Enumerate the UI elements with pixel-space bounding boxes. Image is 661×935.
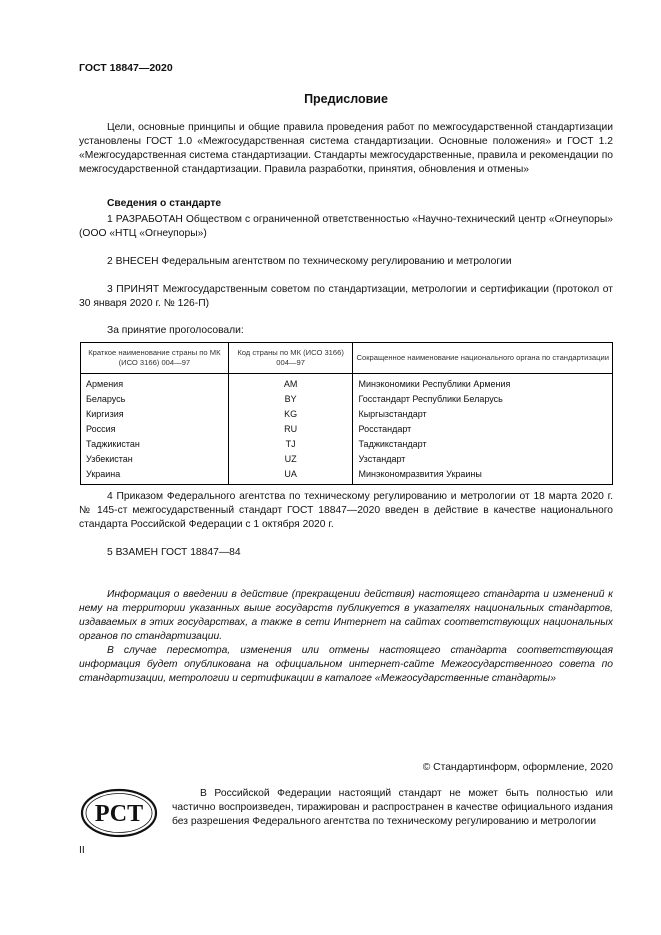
- info-paragraph-1: [79, 588, 613, 644]
- item-4: [79, 490, 613, 532]
- standards-body: Таджикстандарт: [353, 437, 613, 452]
- country-code: UA: [228, 467, 353, 485]
- table-row: [81, 437, 613, 452]
- standards-body: Узстандарт: [353, 452, 613, 467]
- item-3: [79, 283, 613, 311]
- country-code: KG: [228, 407, 353, 422]
- table-row: [81, 392, 613, 407]
- intro-paragraph: [79, 121, 613, 177]
- rst-mark-icon: [80, 788, 158, 838]
- country-code: AM: [228, 374, 353, 393]
- standards-body: Минэкономики Республики Армения: [353, 374, 613, 393]
- country-name: Киргизия: [81, 407, 229, 422]
- country-name: Украина: [81, 467, 229, 485]
- copyright-notice-text: В Российской Федерации настоящий стандарт не может быть полностью или частично воспроизведен, тиражирован и распространен в качестве официального издания без разрешения Федерального агентства по техническому регулированию и метрологии: [172, 788, 613, 827]
- column-header-country: Краткое наименование страны по МК (ИСО 3166) 004—97: [81, 343, 229, 374]
- country-name: Таджикистан: [81, 437, 229, 452]
- table-row: [81, 452, 613, 467]
- column-header-code: Код страны по МК (ИСО 3166) 004—97: [228, 343, 353, 374]
- section-heading: Сведения о стандарте: [107, 198, 222, 209]
- page-title: Предисловие: [304, 92, 388, 106]
- copyright: © Стандартинформ, оформление, 2020: [422, 762, 613, 773]
- table-row: [81, 407, 613, 422]
- rst-mark-text: РСТ: [94, 801, 144, 827]
- info-text-2: В случае пересмотра, изменения или отмены настоящего стандарта соответствующая информация будет опубликована на официальном интернет-сайте Межгосударственного совета по стандартизации, метрологии и сертификации в каталоге «Межгосударственные стандарты»: [79, 645, 613, 684]
- country-name: Россия: [81, 422, 229, 437]
- table-row: [81, 422, 613, 437]
- column-header-body: Сокращенное наименование национального органа по стандартизации: [353, 343, 613, 374]
- item-1-text: 1 РАЗРАБОТАН Обществом с ограниченной ответственностью «Научно-технический центр «Огнеупоры» (ООО «НТЦ «Огнеупоры»): [79, 214, 613, 239]
- item-5-text: 5 ВЗАМЕН ГОСТ 18847—84: [107, 547, 241, 558]
- info-paragraph-2: [79, 644, 613, 686]
- standards-body: Госстандарт Республики Беларусь: [353, 392, 613, 407]
- item-5: [79, 546, 613, 560]
- standards-body: Росстандарт: [353, 422, 613, 437]
- info-text-1: Информация о введении в действие (прекращении действия) настоящего стандарта и изменений к нему на территории указанных выше государств публикуется в указателях национальных стандартов, издаваемых в этих государствах, а также в сети Интернет на сайтах соответствующих национальных органов по стандартизации.: [79, 589, 613, 642]
- table-row: [81, 467, 613, 485]
- standards-body: Кыргызстандарт: [353, 407, 613, 422]
- country-code: TJ: [228, 437, 353, 452]
- country-code: RU: [228, 422, 353, 437]
- country-name: Беларусь: [81, 392, 229, 407]
- item-1: [79, 213, 613, 241]
- page-number: II: [79, 845, 85, 856]
- country-code: UZ: [228, 452, 353, 467]
- item-4-text: 4 Приказом Федерального агентства по техническому регулированию и метрологии от 18 марта 2020 г. № 145-ст межгосударственный стандарт ГОСТ 18847—2020 введен в действие в качестве национального стандарта Российской Федерации с 1 октября 2020 г.: [79, 491, 613, 530]
- country-name: Узбекистан: [81, 452, 229, 467]
- item-3-text: 3 ПРИНЯТ Межгосударственным советом по стандартизации, метрологии и сертификации (протокол от 30 января 2020 г. № 126-П): [79, 284, 613, 309]
- item-2: [79, 255, 613, 269]
- document-code: ГОСТ 18847—2020: [79, 62, 173, 74]
- countries-table: [80, 342, 613, 485]
- item-2-text: 2 ВНЕСЕН Федеральным агентством по техническому регулированию и метрологии: [107, 256, 512, 267]
- votes-label: За принятие проголосовали:: [107, 325, 244, 336]
- country-code: BY: [228, 392, 353, 407]
- intro-text: Цели, основные принципы и общие правила проведения работ по межгосударственной стандартизации установлены ГОСТ 1.0 «Межгосударственная система стандартизации. Основные положения» и ГОСТ 1.2 «Межгосударственная система стандартизации. Стандарты межгосударственные, правила и рекомендации по межгосударственной стандартизации. Правила разработки, принятия, обновления и отмены»: [79, 122, 613, 175]
- table-header-row: [81, 343, 613, 374]
- standards-body: Минэкономразвития Украины: [353, 467, 613, 485]
- country-name: Армения: [81, 374, 229, 393]
- table-row: [81, 374, 613, 393]
- copyright-notice: [172, 787, 613, 829]
